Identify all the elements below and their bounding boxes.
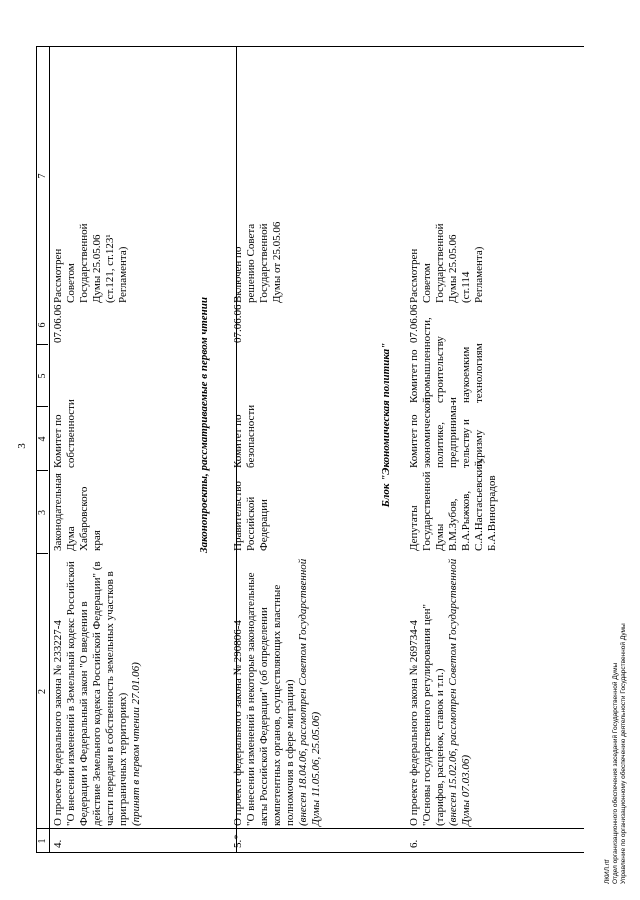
initiator-cell: Депутаты Государственной Думы В.М.Зубов, В.А.Рыжков, С.А.Настасьевский, Б.А.Виноградов xyxy=(408,458,498,551)
table-border-right xyxy=(36,46,584,47)
status-cell: Включен по решению Совета Государственной Думы от 25.05.06 xyxy=(232,221,283,303)
column-header: 3 xyxy=(37,510,48,515)
initiator-cell: Законодательная Дума Хабаровского края xyxy=(52,473,103,551)
bill-note: (внесен 18.04.06, рассмотрен Советом Государственной Думы 11.05.06, 25.05.06) xyxy=(297,558,322,826)
date-cell: 07.06.06 xyxy=(408,304,420,343)
column-header: 2 xyxy=(37,689,48,694)
row-number: 5.* xyxy=(232,834,244,848)
footer-filename: ЛКИЛ.rtf xyxy=(604,859,611,884)
date-cell: 07.06.06 xyxy=(52,304,64,343)
bill-description: "О внесении изменений в Земельный кодекс Российской Федерации и Федеральный закон "О введении в действие Земельного кодекса Российской Федерации" (в части передачи в собственность земельных участков в приграничных территориях) xyxy=(65,561,129,826)
column-header: 6 xyxy=(37,322,48,328)
bill-title: О проекте федерального закона № 290806-4 xyxy=(232,620,244,826)
bill-cell xyxy=(408,558,473,826)
header-divider xyxy=(49,47,50,853)
committee-cell: Комитет по экономической политике, предпринима-тельству и туризму xyxy=(408,397,485,468)
bill-cell xyxy=(232,558,323,826)
committee-cell: Комитет по безопасности xyxy=(232,404,257,468)
footer-directorate: Управление по организационному обеспечению деятельности Государственной Думы xyxy=(620,623,627,884)
bill-title: О проекте федерального закона № 233227-4 xyxy=(52,620,64,826)
column-header: 1 xyxy=(37,838,48,844)
row-number: 6. xyxy=(408,839,420,848)
page-number: 3 xyxy=(16,443,28,449)
co-committee-cell: Комитет по промышленности, строительству и наукоемким технологиям xyxy=(408,317,485,403)
committee-cell: Комитет по собственности xyxy=(52,399,77,468)
column-header: 7 xyxy=(37,173,48,179)
column-divider xyxy=(36,828,584,829)
bill-title: О проекте федерального закона № 269734-4 xyxy=(408,620,420,826)
bill-note: (внесен 15.02.06, рассмотрен Советом Государственной Думы 07.03.06) xyxy=(447,558,472,826)
column-header: 4 xyxy=(37,436,48,442)
status-cell: Рассмотрен Советом Государственной Думы 25.05.06 (ст.121, ст.123¹ Регламента) xyxy=(52,223,129,303)
date-cell: 07.06.06 xyxy=(232,304,244,343)
bill-description: "Основы государственного регулирования цен" (тарифов, расценок, ставок и т.п.) xyxy=(421,604,446,826)
column-header: 5 xyxy=(37,373,48,379)
bill-description: "О внесении изменений в некоторые законодательные акты Российской Федерации" (об определении компетентных органов, осуществляющих властные полномочия в сфере миграции) xyxy=(245,572,296,826)
section-heading: Блок "Экономическая политика" xyxy=(380,342,392,508)
footer-department: Отдел организационного обеспечения заседаний Государственной Думы xyxy=(612,662,619,884)
row-number: 4. xyxy=(52,839,64,848)
initiator-cell: Правительство Российской Федерации xyxy=(232,481,270,551)
table-border-left xyxy=(36,852,584,853)
status-cell: Рассмотрен Советом Государственной Думы 25.05.06 (ст.114 Регламента) xyxy=(408,223,485,303)
bill-cell xyxy=(52,558,143,826)
section-heading: Законопроекты, рассматриваемые в первом чтении xyxy=(198,297,210,553)
bill-note: (принят в первом чтении 27.01.06) xyxy=(130,662,142,826)
